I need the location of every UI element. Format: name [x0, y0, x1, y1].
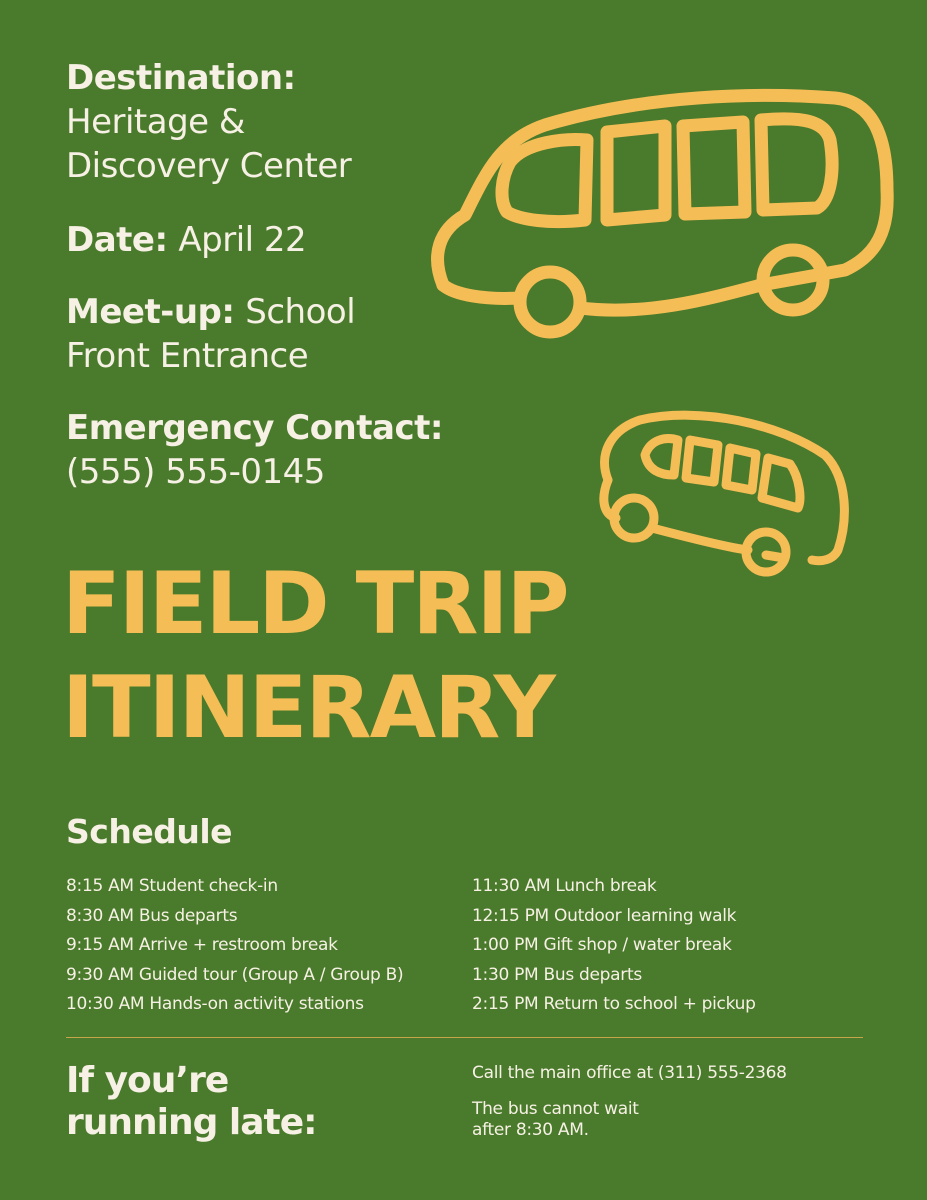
call-office-text: Call the main office at (311) 555-2368: [472, 1063, 787, 1083]
emergency-value: (555) 555-0145: [66, 452, 325, 492]
schedule-item: 10:30 AM Hands-on activity stations: [66, 994, 364, 1014]
meetup-value-2: Front Entrance: [66, 336, 309, 376]
destination-label: Destination:: [66, 58, 296, 98]
small-bus-icon: [590, 400, 860, 590]
bus-wait-note-line-2: after 8:30 AM.: [472, 1120, 589, 1140]
date-block: [66, 218, 306, 262]
destination-line-1: Heritage &: [66, 102, 245, 142]
schedule-item: 8:30 AM Bus departs: [66, 905, 238, 926]
running-late-heading: [66, 1060, 386, 1144]
divider: [66, 1037, 863, 1038]
schedule-item: 8:15 AM Student check-in: [66, 876, 278, 896]
title-line-2: ITINERARY: [62, 658, 554, 758]
date-label: Date:: [66, 220, 168, 260]
meetup-label: Meet-up:: [66, 292, 235, 332]
title-line-1: FIELD TRIP: [62, 554, 568, 654]
running-late-line-2: running late:: [66, 1102, 317, 1143]
meetup-block: [66, 290, 355, 378]
schedule-item: 12:15 PM Outdoor learning walk: [472, 905, 737, 926]
schedule-item: 9:15 AM Arrive + restroom break: [66, 935, 338, 955]
date-value: April 22: [178, 220, 307, 260]
schedule-heading: Schedule: [66, 812, 233, 851]
schedule-item: 1:30 PM Bus departs: [472, 964, 642, 985]
bus-wait-note-line-1: The bus cannot wait: [472, 1099, 639, 1119]
page-title: [62, 552, 568, 760]
emergency-label: Emergency Contact:: [66, 408, 443, 448]
running-late-line-1: If you’re: [66, 1060, 229, 1101]
emergency-block: [66, 406, 443, 494]
schedule-column-right: [472, 872, 756, 1020]
destination-line-2: Discovery Center: [66, 146, 352, 186]
schedule-item: 11:30 AM Lunch break: [472, 876, 657, 896]
bus-wait-note: [472, 1099, 682, 1141]
meetup-value-1: School: [245, 292, 356, 332]
destination-block: [66, 56, 351, 188]
large-bus-icon: [425, 80, 905, 360]
schedule-item: 1:00 PM Gift shop / water break: [472, 935, 732, 955]
schedule-item: 2:15 PM Return to school + pickup: [472, 994, 756, 1014]
schedule-item: 9:30 AM Guided tour (Group A / Group B): [66, 964, 404, 985]
schedule-column-left: [66, 872, 403, 1020]
